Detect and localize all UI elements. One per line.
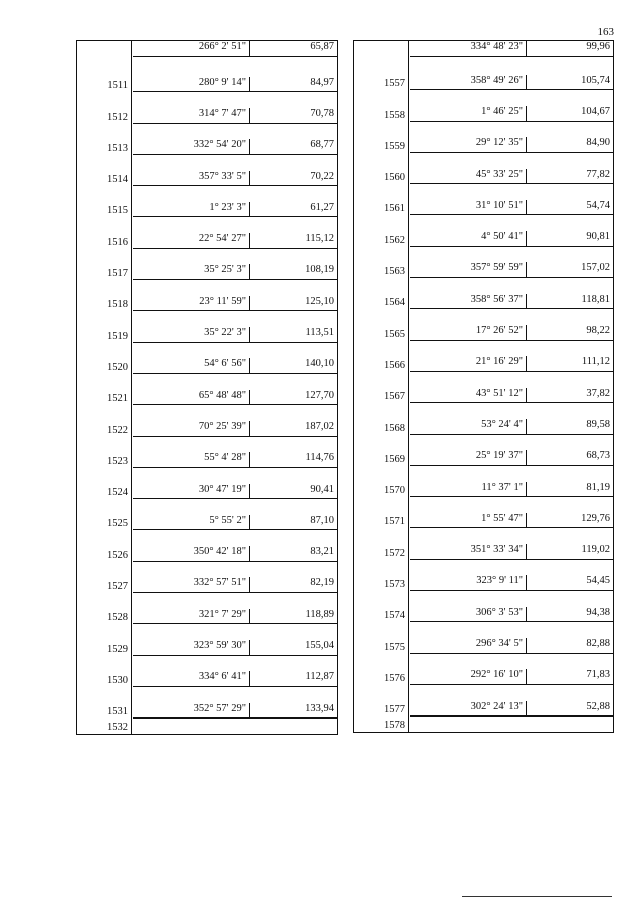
- distance-cell: 65,87: [250, 41, 337, 57]
- point-number: 1516: [107, 236, 128, 248]
- table-row: [354, 685, 613, 716]
- point-number: 1527: [107, 581, 128, 593]
- distance-cell: 87,10: [250, 515, 337, 531]
- point-number: 1564: [384, 297, 405, 309]
- angle-cell: 357° 33' 5": [133, 171, 250, 187]
- point-number: 1572: [384, 547, 405, 559]
- table-row: [77, 562, 337, 593]
- table-row: [354, 90, 613, 121]
- point-cell: [354, 341, 409, 372]
- point-number: 1559: [384, 140, 405, 152]
- distance-cell: 90,41: [250, 484, 337, 500]
- table-row: [77, 499, 337, 530]
- table-row: [354, 528, 613, 559]
- point-cell: [354, 278, 409, 309]
- point-number: 1526: [107, 549, 128, 561]
- point-cell: [77, 499, 132, 530]
- angle-cell: 53° 24' 4": [410, 419, 527, 435]
- table-row: [354, 560, 613, 591]
- distance-cell: 83,21: [250, 546, 337, 562]
- point-cell: [354, 685, 409, 716]
- table-row: [77, 718, 337, 734]
- angle-cell: 1° 55' 47": [410, 513, 527, 529]
- row-divider: [410, 716, 613, 717]
- angle-cell: 266° 2' 51": [133, 41, 250, 57]
- distance-cell: 52,88: [527, 701, 613, 717]
- distance-cell: 68,77: [250, 139, 337, 155]
- angle-cell: 358° 49' 26": [410, 75, 527, 91]
- point-number: 1529: [107, 643, 128, 655]
- point-cell: [354, 247, 409, 278]
- point-number: 1578: [384, 720, 405, 732]
- angle-cell: 357° 59' 59": [410, 262, 527, 278]
- table-row: [77, 41, 337, 61]
- angle-cell: 17° 26' 52": [410, 325, 527, 341]
- angle-cell: 5° 55' 2": [133, 515, 250, 531]
- distance-cell: 114,76: [250, 452, 337, 468]
- point-cell: [77, 343, 132, 374]
- point-number: 1571: [384, 516, 405, 528]
- distance-cell: 89,58: [527, 419, 613, 435]
- table-row: [354, 654, 613, 685]
- distance-cell: 127,70: [250, 390, 337, 406]
- angle-cell: 332° 54' 20": [133, 139, 250, 155]
- point-cell: [77, 374, 132, 405]
- point-cell: [354, 654, 409, 685]
- table-row: [354, 497, 613, 528]
- distance-cell: 84,97: [250, 77, 337, 93]
- distance-cell: 129,76: [527, 513, 613, 529]
- distance-cell: 68,73: [527, 450, 613, 466]
- point-number: 1575: [384, 641, 405, 653]
- angle-cell: 1° 23' 3": [133, 202, 250, 218]
- table-row: [77, 687, 337, 718]
- point-number: 1574: [384, 610, 405, 622]
- angle-cell: 31° 10' 51": [410, 200, 527, 216]
- distance-cell: 155,04: [250, 640, 337, 656]
- point-cell: [354, 41, 409, 59]
- point-cell: [77, 468, 132, 499]
- angle-cell: 296° 34' 5": [410, 638, 527, 654]
- table-row: [77, 656, 337, 687]
- point-cell: [77, 624, 132, 655]
- distance-cell: 125,10: [250, 296, 337, 312]
- angle-cell: 30° 47' 19": [133, 484, 250, 500]
- point-number: 1567: [384, 391, 405, 403]
- table-row: [77, 217, 337, 248]
- distance-cell: 54,74: [527, 200, 613, 216]
- table-row: [354, 41, 613, 59]
- table-row: [77, 343, 337, 374]
- point-number: 1522: [107, 424, 128, 436]
- table-row: [354, 309, 613, 340]
- point-cell: [354, 716, 409, 732]
- point-cell: [354, 466, 409, 497]
- point-number: 1565: [384, 328, 405, 340]
- point-cell: [77, 687, 132, 718]
- distance-cell: 82,88: [527, 638, 613, 654]
- point-number: 1570: [384, 485, 405, 497]
- point-cell: [354, 153, 409, 184]
- right-survey-table: [353, 40, 614, 733]
- angle-cell: 306° 3' 53": [410, 607, 527, 623]
- angle-cell: 22° 54' 27": [133, 233, 250, 249]
- point-number: 1576: [384, 672, 405, 684]
- table-row: [77, 311, 337, 342]
- page-number: 163: [597, 26, 614, 38]
- angle-cell: 45° 33' 25": [410, 169, 527, 185]
- point-number: 1514: [107, 174, 128, 186]
- distance-cell: 90,81: [527, 231, 613, 247]
- table-row: [354, 247, 613, 278]
- distance-cell: 115,12: [250, 233, 337, 249]
- point-cell: [354, 215, 409, 246]
- point-cell: [77, 249, 132, 280]
- distance-cell: 37,82: [527, 388, 613, 404]
- point-cell: [77, 92, 132, 123]
- angle-cell: 350° 42' 18": [133, 546, 250, 562]
- table-row: [77, 155, 337, 186]
- point-cell: [77, 61, 132, 92]
- angle-cell: 29° 12' 35": [410, 137, 527, 153]
- distance-cell: 140,10: [250, 358, 337, 374]
- point-number: 1519: [107, 330, 128, 342]
- distance-cell: 70,78: [250, 108, 337, 124]
- point-number: 1518: [107, 299, 128, 311]
- point-number: 1513: [107, 142, 128, 154]
- point-cell: [354, 59, 409, 90]
- point-cell: [77, 593, 132, 624]
- table-row: [77, 280, 337, 311]
- point-cell: [354, 122, 409, 153]
- point-number: 1563: [384, 266, 405, 278]
- point-number: 1517: [107, 268, 128, 280]
- distance-cell: 84,90: [527, 137, 613, 153]
- table-row: [77, 468, 337, 499]
- angle-cell: 11° 37' 1": [410, 482, 527, 498]
- table-row: [354, 403, 613, 434]
- distance-cell: 77,82: [527, 169, 613, 185]
- angle-cell: 54° 6' 56": [133, 358, 250, 374]
- point-cell: [77, 530, 132, 561]
- distance-cell: 105,74: [527, 75, 613, 91]
- distance-cell: 118,89: [250, 609, 337, 625]
- angle-cell: 334° 6' 41": [133, 671, 250, 687]
- point-cell: [354, 403, 409, 434]
- angle-cell: 351° 33' 34": [410, 544, 527, 560]
- point-number: 1531: [107, 706, 128, 718]
- table-row: [354, 716, 613, 732]
- distance-cell: 98,22: [527, 325, 613, 341]
- point-number: 1568: [384, 422, 405, 434]
- table-row: [77, 249, 337, 280]
- distance-cell: 113,51: [250, 327, 337, 343]
- table-row: [354, 153, 613, 184]
- point-number: 1528: [107, 612, 128, 624]
- table-row: [354, 341, 613, 372]
- angle-cell: 314° 7' 47": [133, 108, 250, 124]
- angle-cell: 35° 22' 3": [133, 327, 250, 343]
- point-cell: [77, 311, 132, 342]
- point-cell: [354, 528, 409, 559]
- point-number: 1525: [107, 518, 128, 530]
- angle-cell: 352° 57' 29": [133, 703, 250, 719]
- table-row: [77, 624, 337, 655]
- point-number: 1524: [107, 487, 128, 499]
- distance-cell: 61,27: [250, 202, 337, 218]
- point-cell: [354, 372, 409, 403]
- angle-cell: 334° 48' 23": [410, 41, 527, 57]
- point-number: 1511: [107, 80, 128, 92]
- point-number: 1523: [107, 455, 128, 467]
- angle-cell: 280° 9' 14": [133, 77, 250, 93]
- point-number: 1512: [107, 111, 128, 123]
- angle-cell: 302° 24' 13": [410, 701, 527, 717]
- distance-cell: 157,02: [527, 262, 613, 278]
- point-cell: [77, 562, 132, 593]
- point-cell: [354, 90, 409, 121]
- point-number: 1562: [384, 234, 405, 246]
- table-row: [354, 215, 613, 246]
- distance-cell: 70,22: [250, 171, 337, 187]
- point-number: 1560: [384, 172, 405, 184]
- angle-cell: 55° 4' 28": [133, 452, 250, 468]
- table-row: [354, 466, 613, 497]
- distance-cell: 187,02: [250, 421, 337, 437]
- table-row: [77, 92, 337, 123]
- table-row: [354, 372, 613, 403]
- angle-cell: 1° 46' 25": [410, 106, 527, 122]
- point-number: 1557: [384, 78, 405, 90]
- table-row: [354, 59, 613, 90]
- table-row: [77, 374, 337, 405]
- angle-cell: 21° 16' 29": [410, 356, 527, 372]
- row-divider: [133, 718, 337, 719]
- angle-cell: 35° 25' 3": [133, 264, 250, 280]
- distance-cell: 82,19: [250, 577, 337, 593]
- point-cell: [77, 124, 132, 155]
- distance-cell: 133,94: [250, 703, 337, 719]
- point-number: 1515: [107, 205, 128, 217]
- angle-cell: 323° 59' 30": [133, 640, 250, 656]
- point-number: 1532: [107, 722, 128, 734]
- point-cell: [354, 591, 409, 622]
- point-number: 1558: [384, 109, 405, 121]
- table-row: [77, 593, 337, 624]
- distance-cell: 81,19: [527, 482, 613, 498]
- table-row: [77, 530, 337, 561]
- point-cell: [77, 405, 132, 436]
- point-number: 1530: [107, 674, 128, 686]
- point-cell: [354, 309, 409, 340]
- table-row: [354, 435, 613, 466]
- left-survey-table: [76, 40, 338, 735]
- point-cell: [77, 217, 132, 248]
- distance-cell: 54,45: [527, 575, 613, 591]
- table-row: [354, 184, 613, 215]
- footer-rule: [462, 896, 612, 897]
- distance-cell: 112,87: [250, 671, 337, 687]
- point-number: 1569: [384, 453, 405, 465]
- distance-cell: 99,96: [527, 41, 613, 57]
- table-row: [354, 622, 613, 653]
- angle-cell: 65° 48' 48": [133, 390, 250, 406]
- point-number: 1577: [384, 704, 405, 716]
- table-row: [77, 405, 337, 436]
- point-cell: [354, 497, 409, 528]
- point-cell: [77, 155, 132, 186]
- point-number: 1573: [384, 579, 405, 591]
- angle-cell: 358° 56' 37": [410, 294, 527, 310]
- point-cell: [354, 622, 409, 653]
- table-row: [77, 437, 337, 468]
- point-cell: [354, 435, 409, 466]
- table-row: [77, 186, 337, 217]
- angle-cell: 323° 9' 11": [410, 575, 527, 591]
- table-row: [354, 278, 613, 309]
- point-cell: [77, 280, 132, 311]
- angle-cell: 321° 7' 29": [133, 609, 250, 625]
- point-number: 1566: [384, 359, 405, 371]
- distance-cell: 119,02: [527, 544, 613, 560]
- distance-cell: 111,12: [527, 356, 613, 372]
- table-row: [77, 61, 337, 92]
- angle-cell: 292° 16' 10": [410, 669, 527, 685]
- angle-cell: 25° 19' 37": [410, 450, 527, 466]
- point-cell: [77, 656, 132, 687]
- distance-cell: 118,81: [527, 294, 613, 310]
- angle-cell: 70° 25' 39": [133, 421, 250, 437]
- point-cell: [77, 186, 132, 217]
- point-cell: [354, 184, 409, 215]
- point-cell: [77, 41, 132, 61]
- angle-cell: 4° 50' 41": [410, 231, 527, 247]
- distance-cell: 104,67: [527, 106, 613, 122]
- angle-cell: 43° 51' 12": [410, 388, 527, 404]
- point-number: 1561: [384, 203, 405, 215]
- point-cell: [77, 437, 132, 468]
- point-number: 1520: [107, 361, 128, 373]
- distance-cell: 94,38: [527, 607, 613, 623]
- point-cell: [354, 560, 409, 591]
- angle-cell: 23° 11' 59": [133, 296, 250, 312]
- distance-cell: 108,19: [250, 264, 337, 280]
- table-row: [354, 591, 613, 622]
- angle-cell: 332° 57' 51": [133, 577, 250, 593]
- point-number: 1521: [107, 393, 128, 405]
- table-row: [77, 124, 337, 155]
- table-row: [354, 122, 613, 153]
- point-cell: [77, 718, 132, 734]
- distance-cell: 71,83: [527, 669, 613, 685]
